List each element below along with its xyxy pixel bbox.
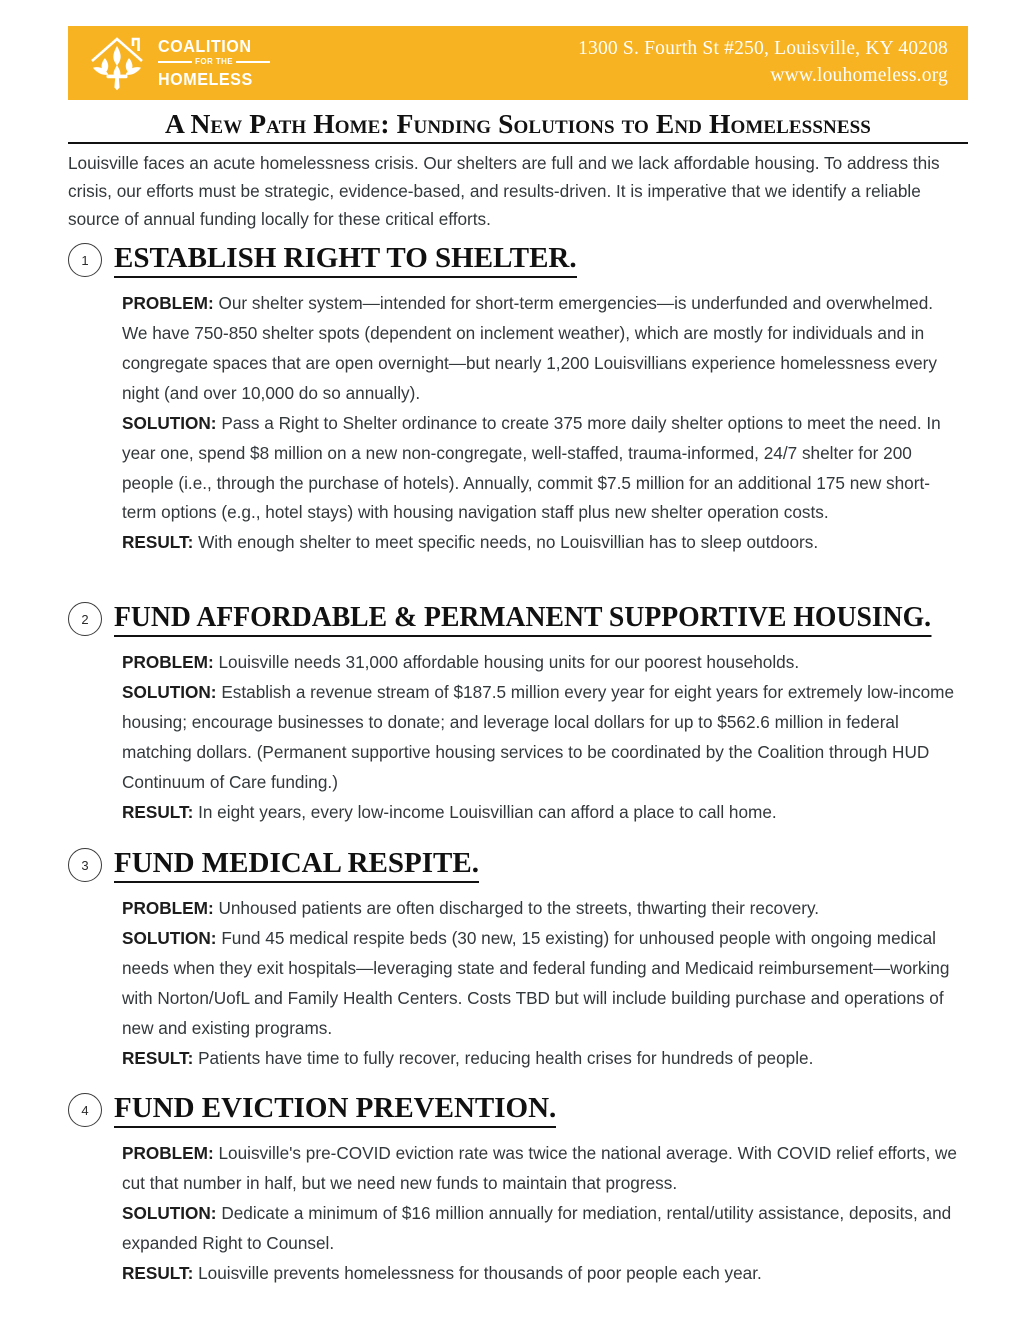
section-4-header xyxy=(68,1088,968,1132)
result-text: Louisville prevents homelessness for thousands of poor people each year. xyxy=(198,1262,762,1283)
section-1-header xyxy=(68,238,968,282)
solution-label: SOLUTION: xyxy=(122,681,217,702)
section-1-problem xyxy=(122,289,958,409)
fleur-de-lis-house-icon xyxy=(86,34,148,92)
section-2-body xyxy=(122,648,958,828)
contact-block xyxy=(578,36,968,89)
brand-line-for-the: FOR THE xyxy=(158,58,270,66)
section-4-title: FUND EVICTION PREVENTION. xyxy=(114,1092,556,1128)
section-3-solution xyxy=(122,924,958,1044)
section-4-problem xyxy=(122,1139,958,1199)
problem-label: PROBLEM: xyxy=(122,898,214,918)
section-4-number-badge: 4 xyxy=(68,1093,102,1127)
section-1-result xyxy=(122,528,958,558)
brand-rule-right xyxy=(236,61,270,63)
solution-text: Establish a revenue stream of $187.5 million every year for eight years for extremely low-income housing; encourage businesses to donate; and leverage local dollars for up to $562.6 million in federal matching dollars. (Permanent supportive housing services to be coordinated by the Coalition through HUD Continuum of Care funding.) xyxy=(122,681,955,792)
solution-label: SOLUTION: xyxy=(122,412,217,433)
section-1-solution xyxy=(122,409,958,529)
brand-rule-left xyxy=(158,61,192,63)
section-2-number-badge: 2 xyxy=(68,602,102,636)
section-3-number-badge: 3 xyxy=(68,848,102,882)
section-4-result xyxy=(122,1259,958,1289)
section-4 xyxy=(68,1088,968,1289)
problem-text: Louisville needs 31,000 affordable housing units for our poorest households. xyxy=(218,652,800,672)
result-label: RESULT: xyxy=(122,532,194,553)
section-1-number-badge: 1 xyxy=(68,243,102,277)
section-1-title: ESTABLISH RIGHT TO SHELTER. xyxy=(114,242,577,278)
result-label: RESULT: xyxy=(122,1047,194,1068)
contact-address: 1300 S. Fourth St #250, Louisville, KY 40208 xyxy=(578,38,948,60)
brand-line-coalition: COALITION xyxy=(158,36,252,56)
brand-wordmark xyxy=(158,38,270,88)
result-text: Patients have time to fully recover, reducing health crises for hundreds of people. xyxy=(198,1047,814,1068)
result-label: RESULT: xyxy=(122,1262,194,1283)
problem-label: PROBLEM: xyxy=(122,1143,214,1163)
header-bar xyxy=(68,26,968,100)
section-2-solution xyxy=(122,678,958,798)
solution-label: SOLUTION: xyxy=(122,1202,217,1223)
section-2-header xyxy=(68,597,968,641)
section-3-title: FUND MEDICAL RESPITE. xyxy=(114,847,479,883)
intro-paragraph: Louisville faces an acute homelessness crisis. Our shelters are full and we lack affordable housing. To address this crisis, our efforts must be strategic, evidence-based, and results-driven. It is imperative that we identify a reliable source of annual funding locally for these critical efforts. xyxy=(68,153,940,229)
section-3-problem xyxy=(122,894,958,924)
section-1-body xyxy=(122,289,958,558)
brand-line-homeless: HOMELESS xyxy=(158,68,253,89)
solution-text: Pass a Right to Shelter ordinance to create 375 more daily shelter options to meet the need. In year one, spend $8 million on a new non-congregate, well-staffed, trauma-informed, 24/7 shelter for 200 people (i.e., through the purchase of hotels). Annually, commit $7.5 million for an additional 175 new short-term options (e.g., hotel stays) with housing navigation staff plus new shelter operation costs. xyxy=(122,412,941,523)
result-text: With enough shelter to meet specific needs, no Louisvillian has to sleep outdoors. xyxy=(198,532,819,553)
section-3 xyxy=(68,843,968,1074)
organization-brand xyxy=(68,34,270,92)
section-3-result xyxy=(122,1044,958,1074)
section-2-result xyxy=(122,798,958,828)
section-2-title: FUND AFFORDABLE & PERMANENT SUPPORTIVE HOUSING. xyxy=(114,601,931,637)
solution-text: Fund 45 medical respite beds (30 new, 15 existing) for unhoused people with ongoing medical needs when they exit hospitals—leveraging state and federal funding and Medicaid reimbursement—working with Norton/UofL and Family Health Centers. Costs TBD but will include building purchase and operations of new and existing programs. xyxy=(122,927,950,1038)
problem-text: Our shelter system—intended for short-term emergencies—is underfunded and overwhelmed. We have 750-850 shelter spots (dependent on inclement weather), which are mostly for individuals and in congregate spaces that are open overnight—but nearly 1,200 Louisvillians experience homelessness every night (and over 10,000 do so annually). xyxy=(122,293,937,403)
section-3-body xyxy=(122,894,958,1074)
problem-label: PROBLEM: xyxy=(122,293,214,313)
problem-label: PROBLEM: xyxy=(122,652,214,672)
section-2-problem xyxy=(122,648,958,678)
section-1 xyxy=(68,238,968,558)
page-title: A New Path Home: Funding Solutions to End Homelessness xyxy=(68,108,968,144)
section-3-header xyxy=(68,843,968,887)
section-4-body xyxy=(122,1139,958,1289)
solution-text: Dedicate a minimum of $16 million annually for mediation, rental/utility assistance, deposits, and expanded Right to Counsel. xyxy=(122,1202,952,1253)
section-4-solution xyxy=(122,1199,958,1259)
result-label: RESULT: xyxy=(122,801,194,822)
solution-label: SOLUTION: xyxy=(122,927,217,948)
problem-text: Unhoused patients are often discharged to the streets, thwarting their recovery. xyxy=(218,898,820,918)
contact-website[interactable]: www.louhomeless.org xyxy=(770,65,948,86)
section-2 xyxy=(68,597,968,828)
problem-text: Louisville's pre-COVID eviction rate was twice the national average. With COVID relief efforts, we cut that number in half, but we need new funds to maintain that progress. xyxy=(122,1143,957,1193)
result-text: In eight years, every low-income Louisvillian can afford a place to call home. xyxy=(198,801,777,822)
